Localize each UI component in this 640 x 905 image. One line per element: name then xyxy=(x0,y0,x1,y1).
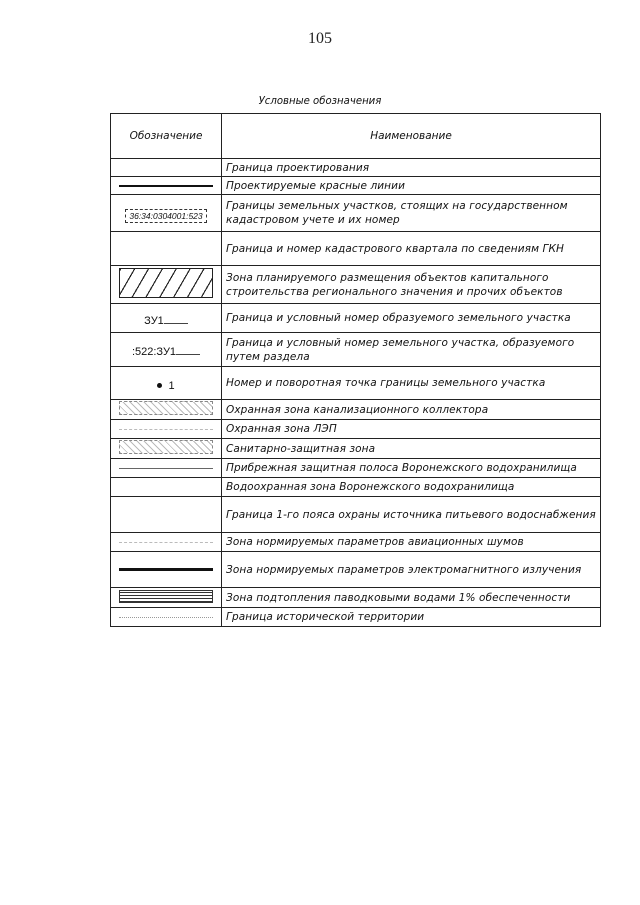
table-row xyxy=(111,232,601,266)
legend-name: Водоохранная зона Воронежского водохранилища xyxy=(222,478,601,497)
legend-name: Зона нормируемых параметров электромагнитного излучения xyxy=(222,552,601,588)
turning-point-symbol xyxy=(157,380,174,392)
parcel-label-text: :522:ЗУ1 xyxy=(131,346,177,358)
legend-name: Номер и поворотная точка границы земельного участка xyxy=(222,367,601,400)
table-header-row xyxy=(111,114,601,159)
legend-symbol xyxy=(111,266,222,304)
cadastral-number-symbol: 36:34:0304001:523 xyxy=(125,209,206,223)
table-row xyxy=(111,588,601,608)
emi-line-symbol xyxy=(119,568,213,571)
table-row xyxy=(111,478,601,497)
header-name: Наименование xyxy=(222,114,601,159)
table-row xyxy=(111,304,601,333)
legend-symbol xyxy=(111,608,222,627)
table-row xyxy=(111,266,601,304)
legend-body xyxy=(111,159,601,627)
table-row xyxy=(111,497,601,533)
faint-zone-symbol xyxy=(119,440,213,454)
table-row xyxy=(111,533,601,552)
legend-symbol xyxy=(111,367,222,400)
hatched-zone-symbol xyxy=(119,268,213,298)
legend-symbol xyxy=(111,459,222,478)
legend-table xyxy=(110,113,601,627)
point-dot xyxy=(157,383,162,388)
page-number: 105 xyxy=(308,30,332,47)
parcel-label-underline xyxy=(164,313,188,324)
table-row xyxy=(111,459,601,478)
legend-title: Условные обозначения xyxy=(258,94,382,107)
legend-symbol xyxy=(111,159,222,177)
legend-symbol xyxy=(111,478,222,497)
parcel-label-symbol xyxy=(144,315,188,327)
legend-name: Санитарно-защитная зона xyxy=(222,439,601,459)
historic-boundary-symbol xyxy=(119,617,213,618)
legend-name: Охранная зона ЛЭП xyxy=(222,420,601,439)
parcel-label-symbol xyxy=(132,346,200,358)
header-symbol: Обозначение xyxy=(111,114,222,159)
legend-name: Границы земельных участков, стоящих на государственном кадастровом учете и их номер xyxy=(222,195,601,232)
legend-symbol xyxy=(111,333,222,367)
legend-symbol xyxy=(111,439,222,459)
coastal-line-symbol xyxy=(119,468,213,469)
legend-name: Зона планируемого размещения объектов капитального строительства регионального значения и прочих объектов xyxy=(222,266,601,304)
table-row xyxy=(111,552,601,588)
faint-dash-symbol xyxy=(119,542,213,543)
legend-symbol xyxy=(111,304,222,333)
flood-zone-symbol xyxy=(119,590,213,603)
table-row xyxy=(111,367,601,400)
legend-symbol xyxy=(111,552,222,588)
legend-symbol xyxy=(111,400,222,420)
legend-symbol xyxy=(111,420,222,439)
legend-name: Граница и номер кадастрового квартала по сведениям ГКН xyxy=(222,232,601,266)
table-row xyxy=(111,177,601,195)
legend-name: Зона нормируемых параметров авиационных шумов xyxy=(222,533,601,552)
legend-name: Прибрежная защитная полоса Воронежского водохранилища xyxy=(222,459,601,478)
legend-symbol xyxy=(111,588,222,608)
table-row xyxy=(111,195,601,232)
table-row xyxy=(111,400,601,420)
faint-dash-symbol xyxy=(119,429,213,430)
legend-name: Зона подтопления паводковыми водами 1% обеспеченности xyxy=(222,588,601,608)
legend-symbol xyxy=(111,232,222,266)
table-row xyxy=(111,159,601,177)
legend-name: Граница и условный номер земельного участка, образуемого путем раздела xyxy=(222,333,601,367)
table-row xyxy=(111,333,601,367)
point-number: 1 xyxy=(168,379,175,392)
legend-name: Граница и условный номер образуемого земельного участка xyxy=(222,304,601,333)
table-row xyxy=(111,608,601,627)
legend-symbol xyxy=(111,177,222,195)
parcel-label-underline xyxy=(176,344,200,355)
faint-zone-symbol xyxy=(119,401,213,415)
legend-symbol xyxy=(111,533,222,552)
legend-name: Граница проектирования xyxy=(222,159,601,177)
parcel-label-text: ЗУ1 xyxy=(144,314,164,327)
legend-name: Граница 1-го пояса охраны источника питьевого водоснабжения xyxy=(222,497,601,533)
legend-symbol xyxy=(111,195,222,232)
table-row xyxy=(111,420,601,439)
legend-name: Граница исторической территории xyxy=(222,608,601,627)
legend-name: Охранная зона канализационного коллектора xyxy=(222,400,601,420)
table-row xyxy=(111,439,601,459)
legend-symbol xyxy=(111,497,222,533)
legend-name: Проектируемые красные линии xyxy=(222,177,601,195)
red-line-symbol xyxy=(119,185,213,187)
